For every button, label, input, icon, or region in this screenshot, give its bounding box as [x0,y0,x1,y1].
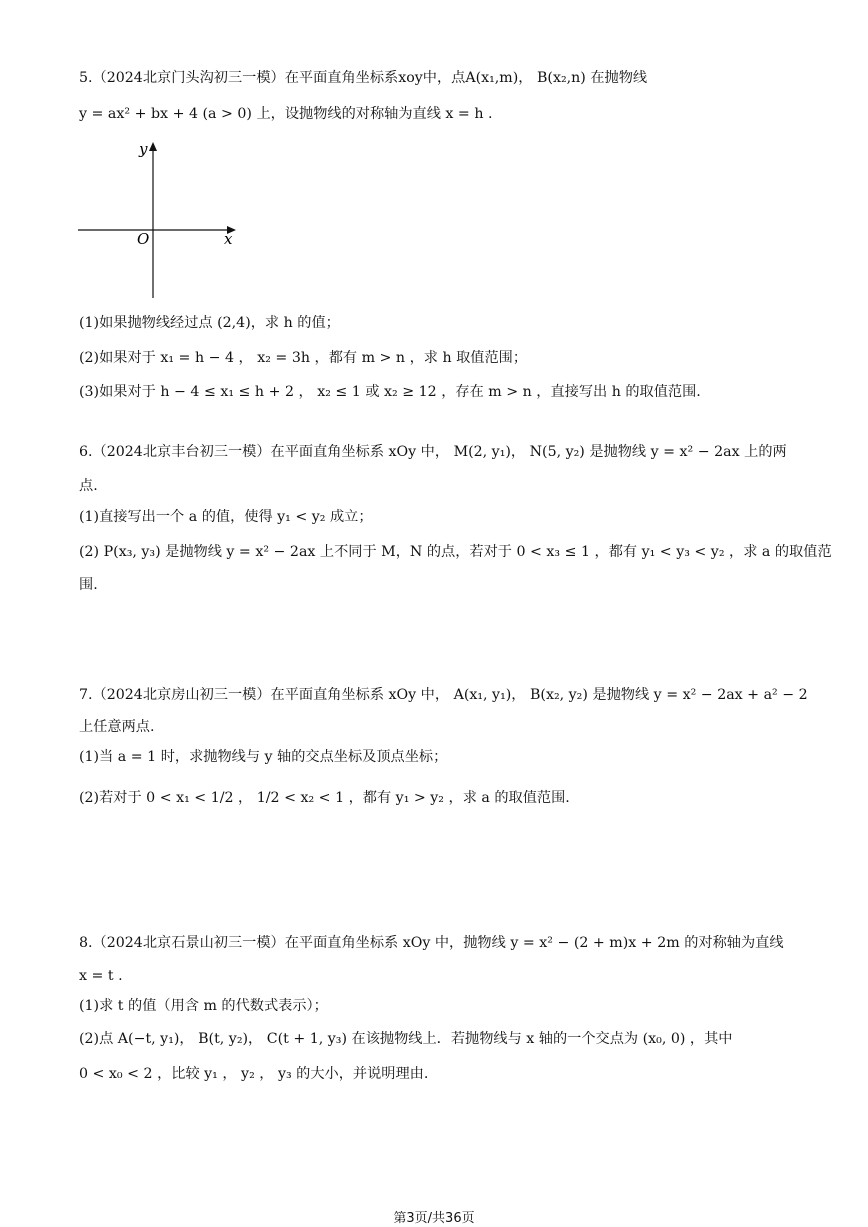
problem-8-line-1: 8.（2024北京石景山初三一模）在平面直角坐标系 xOy 中，抛物线 y = x² − (2 + m)x + 2m 的对称轴为直线 [79,935,784,951]
origin-label: O [137,230,150,248]
problem-8-question-2-line-1: (2)点 A(−t, y₁)， B(t, y₂)， C(t + 1, y₃) 在该抛物线上．若抛物线与 x 轴的一个交点为 (x₀, 0) ，其中 [79,1031,733,1047]
problem-7-question-1: (1)当 a = 1 时，求抛物线与 y 轴的交点坐标及顶点坐标； [79,749,448,765]
problem-7-line-2: 上任意两点. [79,719,155,735]
problem-5-question-2: (2)如果对于 x₁ = h − 4 ， x₂ = 3h ，都有 m > n ，求 h 取值范围； [79,350,528,366]
problem-7-line-1: 7.（2024北京房山初三一模）在平面直角坐标系 xOy 中， A(x₁, y₁)， B(x₂, y₂) 是抛物线 y = x² − 2ax + a² − 2 [79,687,808,703]
problem-8-question-1: (1)求 t 的值（用含 m 的代数式表示）； [79,998,328,1014]
y-axis-arrow [149,142,157,151]
problem-6-question-1: (1)直接写出一个 a 的值，使得 y₁ < y₂ 成立； [79,509,373,525]
problem-8-question-2-line-2: 0 < x₀ < 2 ，比较 y₁ ， y₂ ， y₃ 的大小，并说明理由. [79,1066,429,1082]
problem-6-line-1: 6.（2024北京丰台初三一模）在平面直角坐标系 xOy 中， M(2, y₁)， N(5, y₂) 是抛物线 y = x² − 2ax 上的两 [79,444,787,460]
problem-8-line-2: x = t . [79,968,123,984]
problem-5-question-1: (1)如果抛物线经过点 (2,4)，求 h 的值； [79,315,340,331]
problem-5-question-3: (3)如果对于 h − 4 ≤ x₁ ≤ h + 2 ， x₂ ≤ 1 或 x₂ ≥ 12 ，存在 m > n ，直接写出 h 的取值范围. [79,384,701,400]
y-axis-label: y [139,140,148,158]
problem-6-question-2-line-1: (2) P(x₃, y₃) 是抛物线 y = x² − 2ax 上不同于 M，N 的点，若对于 0 < x₃ ≤ 1 ，都有 y₁ < y₃ < y₂ ，求 a 的取值范 [79,544,832,560]
problem-6-question-2-line-2: 围. [79,577,98,593]
page-number-footer: 第3页/共36页 [393,1211,475,1226]
coordinate-axes-figure [74,136,244,304]
problem-7-question-2: (2)若对于 0 < x₁ < 1/2 ， 1/2 < x₂ < 1 ，都有 y₁ > y₂ ，求 a 的取值范围. [79,790,570,806]
problem-5-line-1: 5.（2024北京门头沟初三一模）在平面直角坐标系xoy中，点A(x₁,m)， B(x₂,n) 在抛物线 [79,70,648,86]
problem-5-line-2: y = ax² + bx + 4 (a > 0) 上，设抛物线的对称轴为直线 x = h . [79,106,493,122]
problem-6-line-2: 点. [79,478,98,494]
x-axis-label: x [224,230,233,248]
